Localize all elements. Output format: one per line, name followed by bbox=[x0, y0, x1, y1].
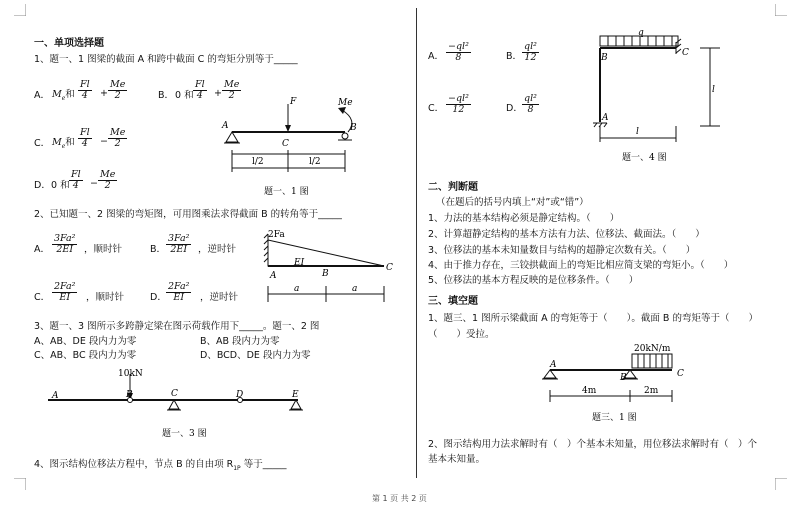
q4-option-d-frac bbox=[522, 94, 539, 115]
q1-option-c-label[interactable]: C． bbox=[34, 138, 51, 149]
q2-option-c-dir: ，顺时针 bbox=[86, 292, 125, 303]
fill-q2-line2[interactable]: 基本未知量。 bbox=[428, 454, 486, 465]
q2-label-a: A bbox=[270, 271, 277, 281]
judge-item-3[interactable]: 3、位移法的基本未知量数目与结构的超静定次数有关。（ ） bbox=[428, 245, 696, 256]
q1-option-b-frac1-den: 4 bbox=[196, 89, 203, 101]
q3-support-c-icon bbox=[169, 400, 179, 409]
q2-option-a-frac bbox=[52, 234, 77, 255]
q2-dim-a1: a bbox=[294, 284, 300, 294]
fill-q1-label-load: 20kN/m bbox=[634, 344, 671, 354]
q3-label-load: 10kN bbox=[118, 369, 143, 379]
q2-option-d-frac bbox=[166, 282, 191, 303]
q2-option-d-dir: ，逆时针 bbox=[200, 292, 239, 303]
q2-option-a-dir: ，顺时针 bbox=[84, 244, 123, 255]
q1-caption: 题一、1 图 bbox=[264, 187, 309, 197]
q1-option-b-label[interactable]: B． bbox=[158, 90, 175, 101]
q1-option-a-frac2-num: Me bbox=[110, 79, 126, 90]
q4-option-c-frac bbox=[446, 94, 471, 115]
q1-support-b-icon bbox=[342, 133, 348, 139]
q2-dim-a2: a bbox=[352, 284, 358, 294]
q1-label-c: C bbox=[282, 139, 289, 149]
crop-mark-top-right bbox=[775, 4, 787, 16]
q2-label-b: B bbox=[322, 269, 329, 279]
judge-item-2[interactable]: 2、计算超静定结构的基本方法有力法、位移法、截面法。（ ） bbox=[428, 229, 705, 240]
q1-option-a-label[interactable]: A． bbox=[34, 90, 50, 101]
q1-figure bbox=[212, 89, 362, 200]
q2-stem bbox=[34, 210, 342, 221]
q4-option-a-frac bbox=[446, 42, 471, 63]
crop-mark-top-left bbox=[14, 4, 26, 16]
q4-dim-l-horizontal: l bbox=[636, 127, 639, 137]
q4-option-d-num: ql² bbox=[524, 93, 537, 104]
q3-label-c: C bbox=[171, 389, 178, 399]
q2-figure bbox=[258, 226, 408, 308]
q3-label-e: E bbox=[292, 390, 299, 400]
q1-label-me: Me bbox=[338, 98, 353, 108]
q2-option-a-den: 2EI bbox=[56, 243, 74, 255]
fill-q1-label-a: A bbox=[550, 360, 557, 370]
q1-option-c-frac2-num: Me bbox=[110, 127, 126, 138]
q1-option-d-frac2-num: Me bbox=[100, 169, 116, 180]
crop-mark-bottom-left bbox=[14, 478, 26, 490]
judge-intro: （在题后的括号内填上“对”或“错”） bbox=[436, 197, 589, 208]
q1-option-a-and: 和 bbox=[65, 89, 75, 100]
q1-option-a-frac2-den: 2 bbox=[114, 89, 121, 101]
q3-label-d: D bbox=[236, 390, 244, 400]
q4-option-a-label[interactable]: A． bbox=[428, 51, 444, 62]
q3-option-b[interactable]: B、AB 段内力为零 bbox=[200, 336, 280, 347]
q2-option-c-frac bbox=[52, 282, 77, 303]
q4-option-b-label[interactable]: B． bbox=[506, 51, 523, 62]
q1-option-b-frac1-num: Fl bbox=[195, 79, 205, 90]
section-three-title: 三、填空题 bbox=[428, 296, 478, 307]
q2-option-c-num: 2Fa² bbox=[54, 281, 76, 292]
q3-label-a: A bbox=[52, 391, 59, 401]
q1-option-a-frac1 bbox=[78, 80, 92, 101]
q4-stem-end: 等于 bbox=[240, 459, 263, 470]
q2-option-b-frac bbox=[166, 234, 191, 255]
q1-option-c-me bbox=[52, 138, 75, 151]
q1-option-a-me-m: M bbox=[52, 89, 62, 100]
q2-option-d-num: 2Fa² bbox=[168, 281, 190, 292]
q4-option-c-num: −ql² bbox=[448, 93, 469, 104]
q4-label-a: A bbox=[602, 113, 609, 123]
q1-stem-text: 1、题一、1 图梁的截面 A 和跨中截面 C 的弯矩分别等于 bbox=[34, 54, 274, 65]
q3-option-a[interactable]: A、AB、DE 段内力为零 bbox=[34, 336, 137, 347]
q3-stem-text: 3、题一、3 图所示多跨静定梁在图示荷载作用下 bbox=[34, 321, 240, 332]
fill-q1-line1[interactable]: 1、题三、1 图所示梁截面 A 的弯矩等于（ ）。截面 B 的弯矩等于（ ） bbox=[428, 313, 758, 324]
q1-option-a-me bbox=[52, 90, 75, 103]
fill-q1-figure bbox=[532, 340, 702, 426]
q2-stem-text: 2、已知题一、2 图梁的弯矩图，可用图乘法求得截面 B 的转角等于 bbox=[34, 209, 319, 220]
q4-label-q: q bbox=[638, 28, 644, 38]
q2-option-d-den: EI bbox=[173, 291, 185, 303]
q3-figure bbox=[44, 366, 324, 442]
q3-answer-blank[interactable]: _____ bbox=[239, 321, 263, 332]
q4-stem bbox=[34, 460, 286, 473]
q1-option-a-plus: + bbox=[100, 88, 108, 99]
q3-option-c[interactable]: C、AB、BC 段内力为零 bbox=[34, 350, 137, 361]
crop-mark-bottom-right bbox=[775, 478, 787, 490]
q1-option-a-frac1-den: 4 bbox=[81, 89, 88, 101]
q1-option-b-plus: + bbox=[214, 88, 222, 99]
judge-item-1[interactable]: 1、力法的基本结构必须是静定结构。（ ） bbox=[428, 213, 620, 224]
q1-option-c-minus: − bbox=[100, 136, 108, 147]
q1-support-a-icon bbox=[226, 132, 238, 142]
q1-option-d-minus: − bbox=[90, 178, 98, 189]
column-divider bbox=[416, 8, 417, 478]
q1-option-b-pre: 0 和 bbox=[175, 90, 194, 101]
q1-stem bbox=[34, 55, 298, 66]
q1-label-a: A bbox=[222, 121, 229, 131]
q4-stem-text: 4、图示结构位移法方程中，节点 B 的自由项 R bbox=[34, 459, 234, 470]
q2-option-a-label[interactable]: A． bbox=[34, 244, 50, 255]
q2-option-b-den: 2EI bbox=[170, 243, 188, 255]
q1-option-a-frac2 bbox=[108, 80, 127, 101]
q1-option-c-frac1-den: 4 bbox=[81, 137, 88, 149]
page-footer: 第 1 页 共 2 页 bbox=[372, 494, 427, 503]
q1-option-d-frac1-num: Fl bbox=[71, 169, 81, 180]
q1-option-d-label[interactable]: D． bbox=[34, 180, 51, 191]
q3-support-e-icon bbox=[291, 400, 301, 409]
q4-option-b-den: 12 bbox=[524, 51, 537, 63]
q1-option-c-frac2 bbox=[108, 128, 127, 149]
q4-dim-l-vertical: l bbox=[712, 85, 715, 95]
q1-option-c-me-m: M bbox=[52, 137, 62, 148]
fill-q2-line1[interactable]: 2、图示结构用力法求解时有（ ）个基本未知量，用位移法求解时有（ ）个 bbox=[428, 439, 758, 450]
section-two-title: 二、判断题 bbox=[428, 182, 478, 193]
fill-q1-label-b: B bbox=[620, 373, 627, 383]
q4-option-b-frac bbox=[522, 42, 539, 63]
q1-option-d-frac1-den: 4 bbox=[72, 179, 79, 191]
q2-option-b-num: 3Fa² bbox=[168, 233, 190, 244]
q1-option-d-pre: 0 和 bbox=[51, 180, 70, 191]
judge-item-4[interactable]: 4、由于推力存在，三铰拱截面上的弯矩比相应简支梁的弯矩小。（ ） bbox=[428, 260, 734, 271]
q4-option-c-den: 12 bbox=[452, 103, 465, 115]
q1-option-d-frac1 bbox=[69, 170, 83, 191]
q4-option-c-label[interactable]: C． bbox=[428, 103, 445, 114]
q4-option-a-num: −ql² bbox=[448, 41, 469, 52]
q1-answer-blank[interactable]: _____ bbox=[273, 54, 298, 65]
q2-option-c-den: EI bbox=[59, 291, 71, 303]
q1-option-c-and: 和 bbox=[65, 137, 75, 148]
q4-option-a-den: 8 bbox=[455, 51, 462, 63]
q4-option-b-num: ql² bbox=[524, 41, 537, 52]
q1-option-b-frac2-num: Me bbox=[224, 79, 240, 90]
q4-label-c: C bbox=[682, 48, 689, 58]
q3-caption: 题一、3 图 bbox=[162, 429, 207, 439]
q1-option-a-me-sub: e bbox=[61, 94, 66, 102]
judge-item-5[interactable]: 5、位移法的基本方程反映的是位移条件。（ ） bbox=[428, 275, 639, 286]
fill-q1-support-a-icon bbox=[544, 370, 556, 378]
q1-option-c-frac1 bbox=[78, 128, 92, 149]
q4-option-d-label[interactable]: D． bbox=[506, 103, 523, 114]
q3-stem bbox=[34, 322, 319, 333]
q4-option-d-den: 8 bbox=[527, 103, 534, 115]
section-one-title: 一、单项选择题 bbox=[34, 38, 104, 49]
q1-option-c-me-sub: e bbox=[61, 142, 66, 150]
q1-option-d-frac2 bbox=[98, 170, 117, 191]
q1-dim-half-2: l/2 bbox=[309, 157, 321, 167]
q2-label-c: C bbox=[386, 263, 393, 273]
q1-option-b-frac2-den: 2 bbox=[228, 89, 235, 101]
q1-label-f: F bbox=[290, 97, 297, 107]
q4-stem-sub: 1P bbox=[233, 464, 241, 472]
q2-option-c-label[interactable]: C． bbox=[34, 292, 51, 303]
q1-option-c-frac1-num: Fl bbox=[80, 127, 90, 138]
q1-dim-half-1: l/2 bbox=[252, 157, 264, 167]
q2-label-moment: 2Fa bbox=[268, 230, 285, 240]
fill-q1-label-c: C bbox=[677, 369, 684, 379]
q2-option-b-dir: ，逆时针 bbox=[198, 244, 237, 255]
fill-q1-caption: 题三、1 图 bbox=[592, 413, 637, 423]
q1-option-c-frac2-den: 2 bbox=[114, 137, 121, 149]
q4-answer-blank[interactable]: _____ bbox=[262, 459, 287, 470]
q4-figure bbox=[588, 28, 726, 164]
q2-option-d-label[interactable]: D． bbox=[150, 292, 167, 303]
q3-stem-end: 。题一、2 图 bbox=[262, 321, 320, 332]
q1-option-a-frac1-num: Fl bbox=[80, 79, 90, 90]
q4-label-b: B bbox=[601, 53, 608, 63]
fill-q1-dim-2m: 2m bbox=[644, 386, 659, 396]
fill-q1-line2[interactable]: （ ）受拉。 bbox=[428, 329, 495, 340]
fill-q1-dim-4m: 4m bbox=[582, 386, 597, 396]
q3-label-b: B bbox=[126, 390, 133, 400]
q2-label-ei: EI bbox=[294, 258, 305, 268]
q2-answer-blank[interactable]: _____ bbox=[318, 209, 342, 220]
q2-option-b-label[interactable]: B． bbox=[150, 244, 167, 255]
q2-moment-diagram bbox=[268, 240, 384, 266]
q3-option-d[interactable]: D、BCD、DE 段内力为零 bbox=[200, 350, 311, 361]
q1-option-b-frac1 bbox=[193, 80, 207, 101]
q2-option-a-num: 3Fa² bbox=[54, 233, 76, 244]
q1-option-d-frac2-den: 2 bbox=[104, 179, 111, 191]
q1-label-b: B bbox=[350, 123, 357, 133]
q4-caption: 题一、4 图 bbox=[622, 153, 667, 163]
